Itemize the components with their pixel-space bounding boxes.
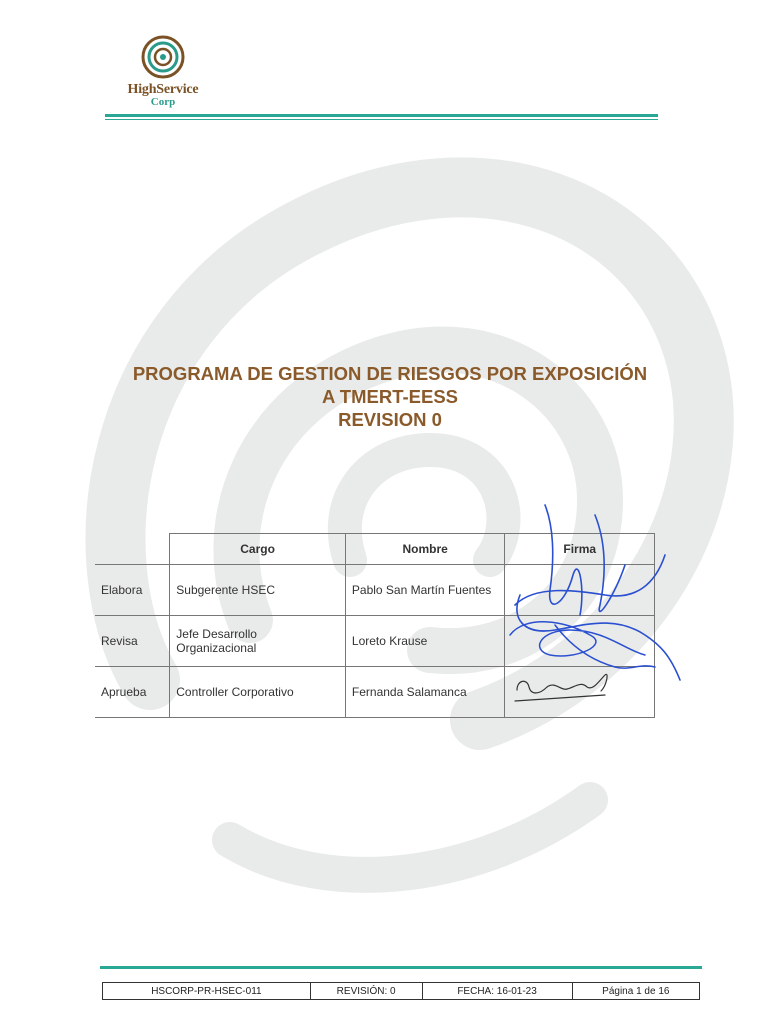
footer-rule — [100, 966, 702, 969]
row-role: Aprueba — [95, 667, 170, 718]
title-line-2: A TMERT-EESS — [321, 386, 459, 407]
header-firma: Firma — [505, 534, 655, 565]
header-rule-thin — [105, 119, 658, 120]
row-nombre: Loreto Krause — [345, 616, 505, 667]
row-role: Revisa — [95, 616, 170, 667]
signature-aprueba — [515, 674, 607, 701]
signature-elabora — [515, 505, 680, 680]
footer-fecha: FECHA: 16-01-23 — [422, 983, 572, 1000]
footer-pagina: Página 1 de 16 — [572, 983, 699, 1000]
header-blank-cell — [95, 534, 170, 565]
logo-subtitle: Corp — [150, 96, 176, 108]
footer-table — [102, 982, 700, 1000]
row-nombre: Pablo San Martín Fuentes — [345, 565, 505, 616]
footer-row — [103, 983, 700, 1000]
title-line-3: REVISION 0 — [338, 409, 442, 430]
header-rule — [105, 114, 658, 117]
footer-revision: REVISIÓN: 0 — [310, 983, 422, 1000]
title-line-1: PROGRAMA DE GESTION DE RIESGOS POR EXPOSICIÓN — [132, 363, 648, 384]
row-cargo: Controller Corporativo — [170, 667, 346, 718]
spiral-logo-icon — [140, 34, 186, 80]
logo-name: HighService — [127, 82, 199, 97]
document-title — [100, 362, 680, 431]
handwritten-signatures — [495, 495, 685, 735]
row-cargo: Jefe Desarrollo Organizacional — [170, 616, 346, 667]
footer-code: HSCORP-PR-HSEC-011 — [103, 983, 311, 1000]
row-role: Elabora — [95, 565, 170, 616]
header-nombre: Nombre — [345, 534, 505, 565]
row-cargo: Subgerente HSEC — [170, 565, 346, 616]
header-cargo: Cargo — [170, 534, 346, 565]
company-logo — [108, 34, 218, 108]
row-nombre: Fernanda Salamanca — [345, 667, 505, 718]
